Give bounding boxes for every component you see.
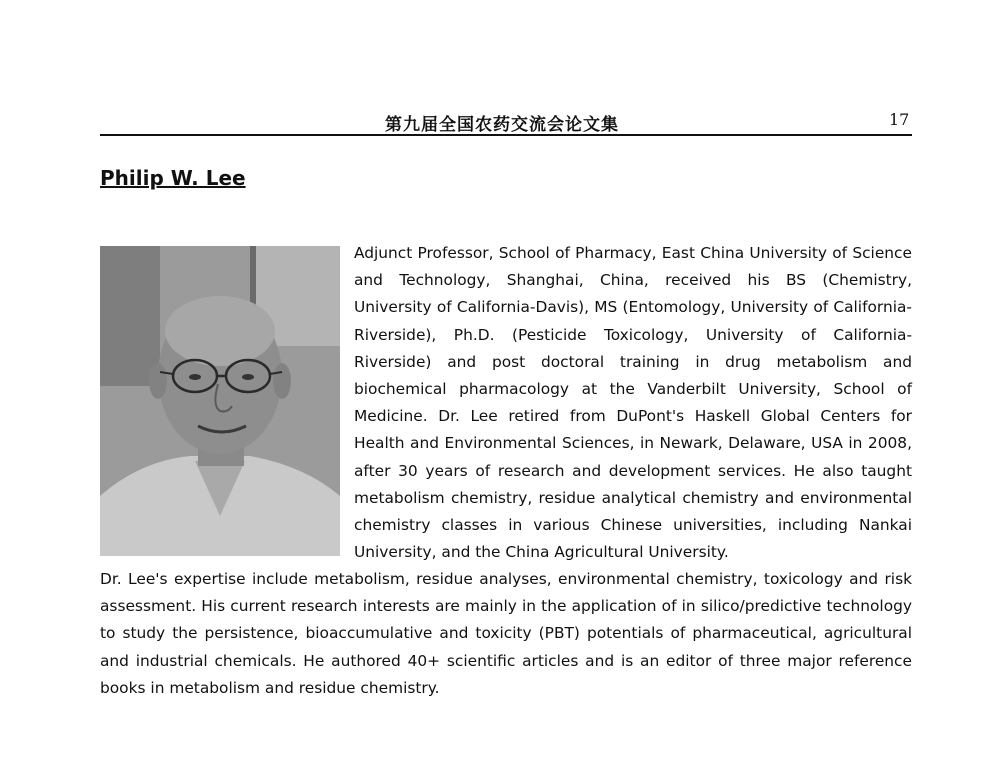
bio-paragraph-2: Dr. Lee's expertise include metabolism, residue analyses, environmental chemistry, toxicology and risk assessment. His current research interests are mainly in the application of in silico/predictive technology to study the persistence, bioaccumulative and toxicity (PBT) potentials of pharmaceutical, agricultural and industrial chemicals. He authored 40+ scientific articles and is an editor of three major reference books in metabolism and residue chemistry. bbox=[100, 570, 912, 697]
header-divider bbox=[100, 134, 912, 136]
page-number: 17 bbox=[889, 110, 910, 129]
portrait-icon bbox=[100, 246, 340, 556]
author-name: Philip W. Lee bbox=[100, 166, 246, 190]
bio-paragraph-1: Adjunct Professor, School of Pharmacy, East China University of Science and Technology, Shanghai, China, received his BS (Chemistry, University of California-Davis), MS (Entomology, University of California-Riverside), Ph.D. (Pesticide Toxicology, University of California-Riverside) and post doctoral training in drug metabolism and biochemical pharmacology at the Vanderbilt University, School of Medicine. Dr. Lee retired from DuPont's Haskell Global Centers for Health and Environmental Sciences, in Newark, Delaware, USA in 2008, after 30 years of research and development services. He also taught metabolism chemistry, residue analytical chemistry and environmental chemistry classes in various Chinese universities, including Nankai University, and the China Agricultural University. bbox=[354, 244, 912, 562]
author-portrait-photo bbox=[100, 246, 340, 556]
running-header-title: 第九届全国农药交流会论文集 bbox=[385, 115, 619, 135]
